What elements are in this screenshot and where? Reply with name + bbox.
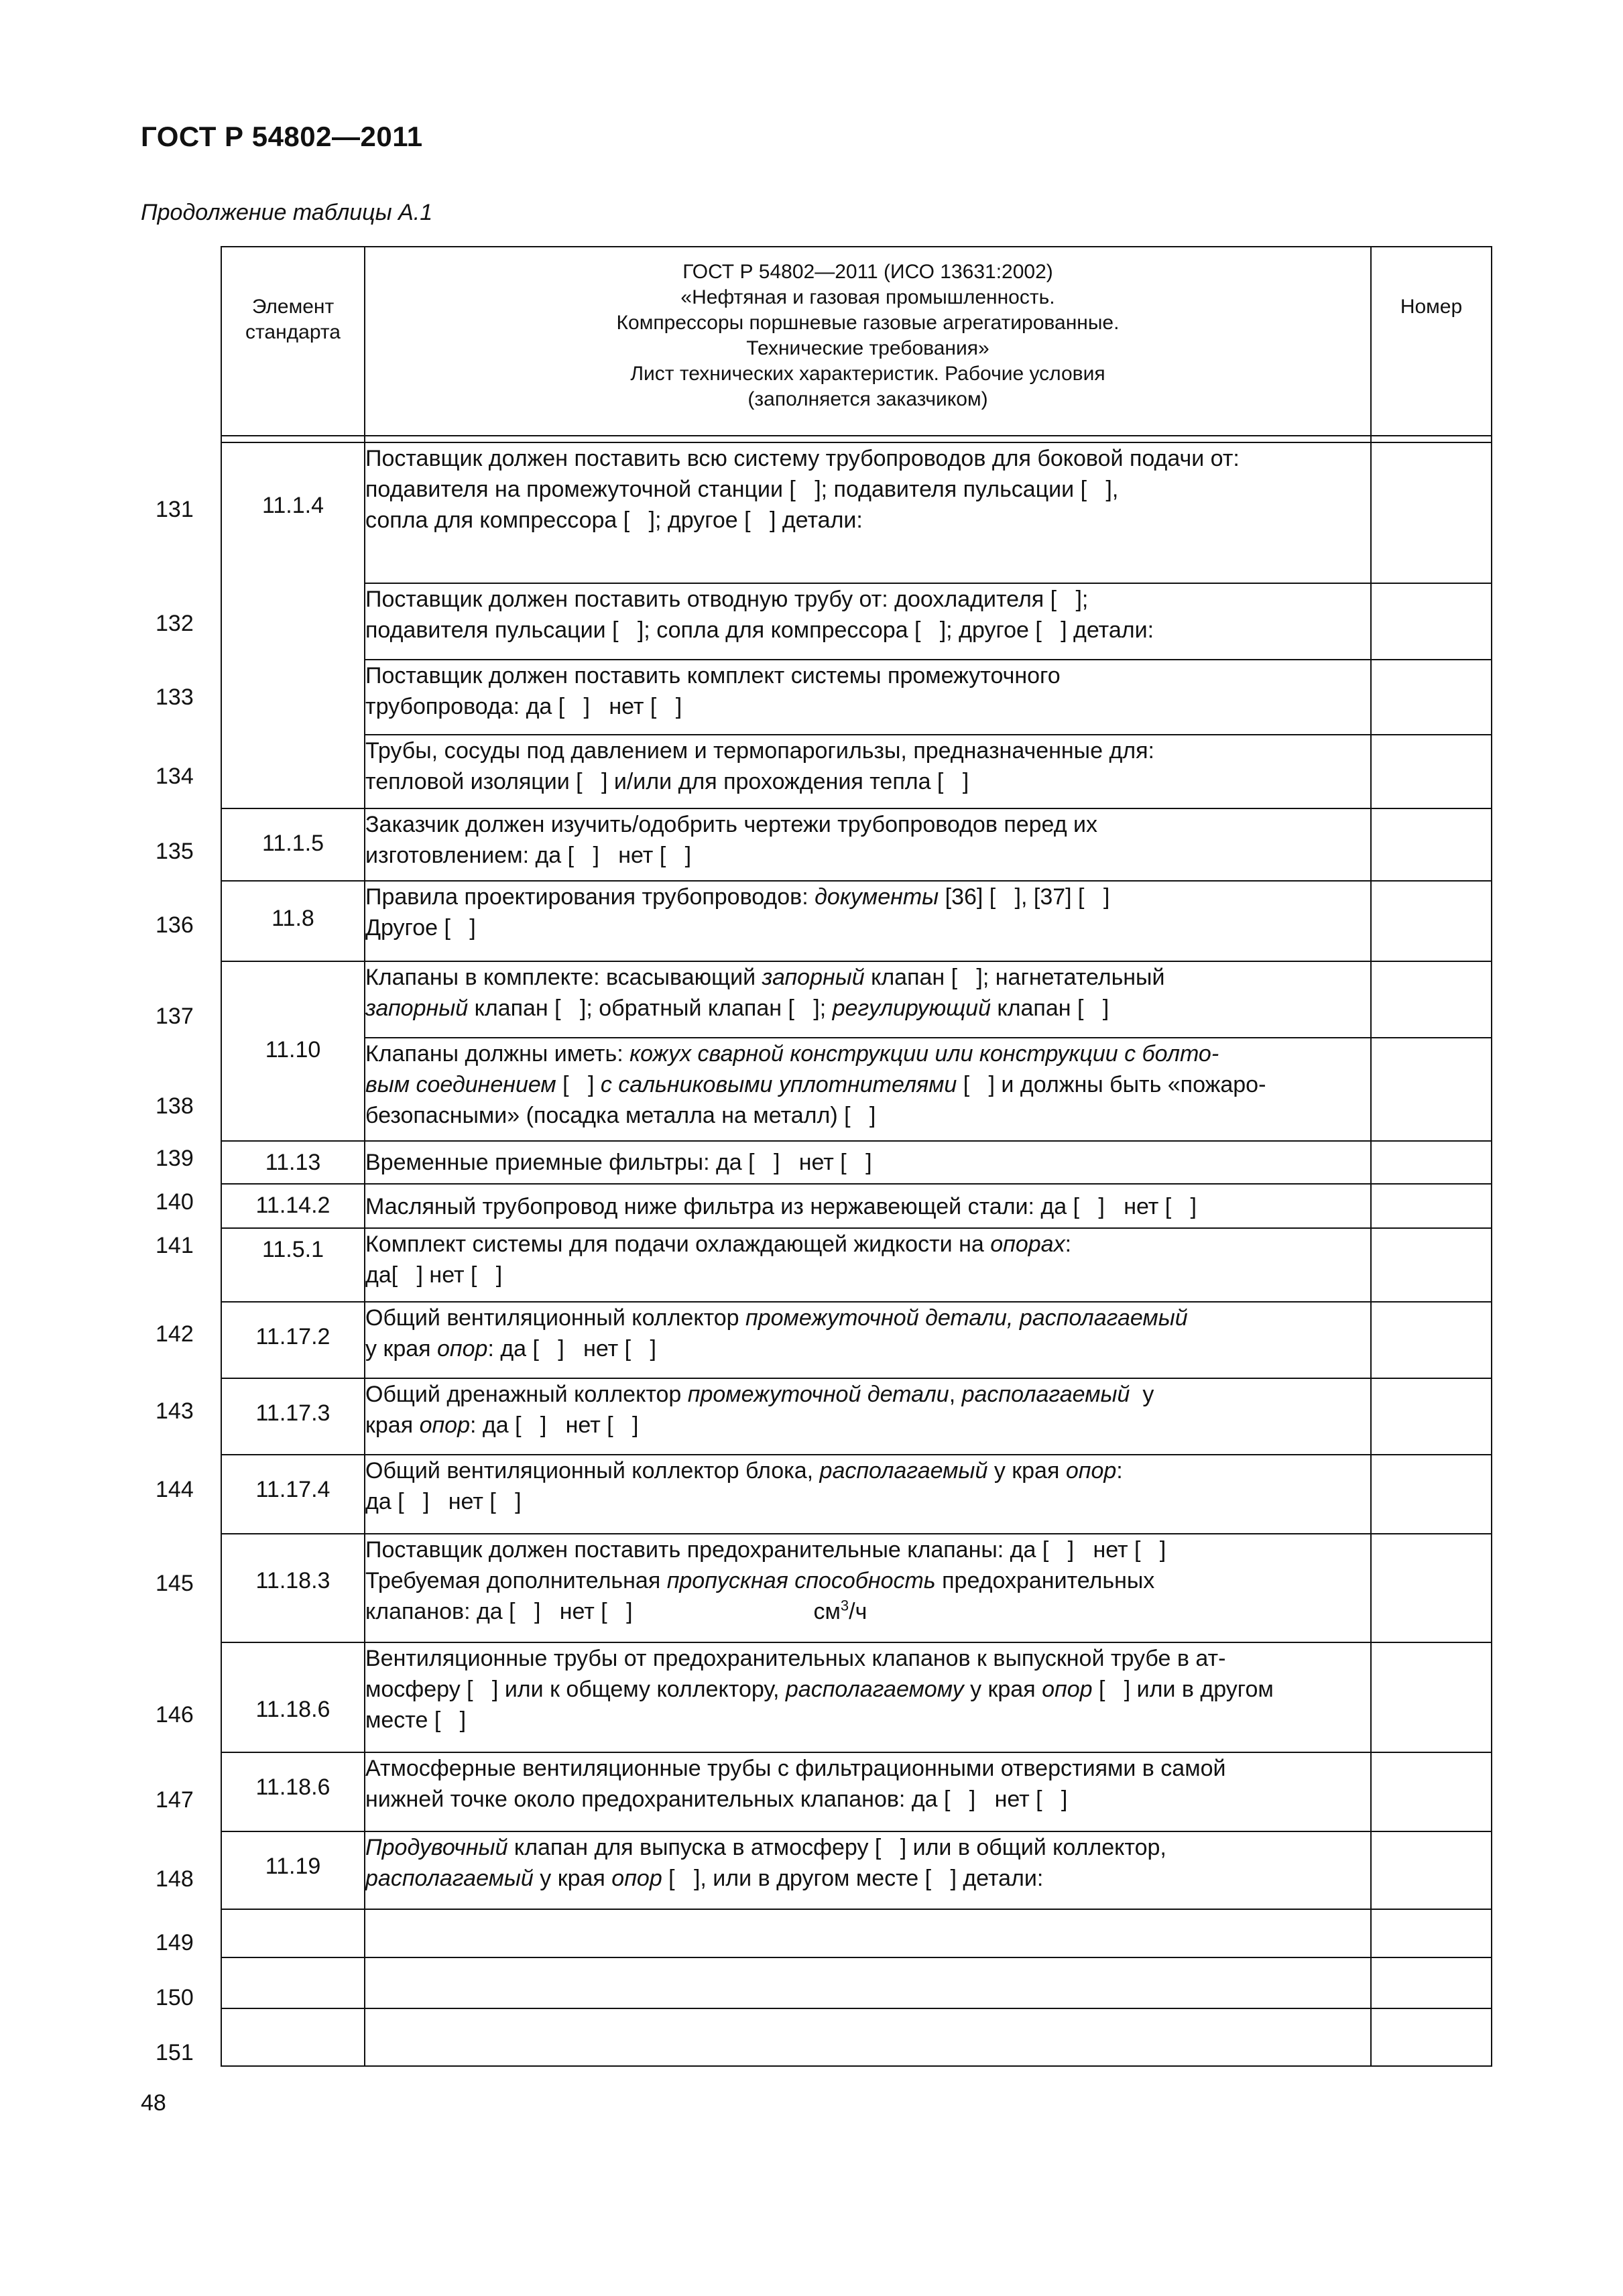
requirement-cell: Правила проектирования трубопроводов: документы [36] [ ], [37] [ ] Другое [ ] [365,881,1371,961]
table-row [221,1831,1492,1909]
number-cell[interactable] [1371,1141,1492,1184]
table-row [221,735,1492,808]
number-cell[interactable] [1371,881,1492,961]
table-row [221,583,1492,660]
table-row [221,1642,1492,1752]
specification-table [221,246,1492,2067]
number-cell[interactable] [1371,583,1492,660]
requirement-cell[interactable] [365,1909,1371,1957]
number-cell[interactable] [1371,1038,1492,1141]
row-number: 137 [156,1004,194,1029]
table-row [221,1038,1492,1141]
row-number: 132 [156,611,194,636]
row-number: 140 [156,1189,194,1215]
row-number: 142 [156,1321,194,1347]
row-number: 136 [156,912,194,938]
number-cell[interactable] [1371,1534,1492,1642]
row-number: 144 [156,1477,194,1502]
requirement-cell: Общий дренажный коллектор промежуточной детали, располагаемый у края опор: да [ ] нет [ ] [365,1378,1371,1455]
requirement-cell: Поставщик должен поставить предохранительные клапаны: да [ ] нет [ ] Требуемая дополнительная пропускная способность предохранительных клапанов: да [ ] нет [ ] $см^3/ч$ [365,1534,1371,1642]
element-cell: 11.10 [221,961,365,1141]
table-row [221,1534,1492,1642]
requirement-cell: Клапаны должны иметь: кожух сварной конструкции или конструкции с болто- вым соединением [ ] с сальниковыми уплотнителями [ ] и должны быть «пожаро- безопасными» (посадка металла на металл) [ ] [365,1038,1371,1141]
number-cell[interactable] [1371,660,1492,735]
table-row [221,1378,1492,1455]
requirement-cell: Поставщик должен поставить комплект системы промежуточного трубопровода: да [ ] нет [ ] [365,660,1371,735]
element-cell: 11.14.2 [221,1184,365,1228]
requirement-cell: Клапаны в комплекте: всасывающий запорный клапан [ ]; нагнетательный запорный клапан [ ]; обратный клапан [ ]; регулирующий клапан [ ] [365,961,1371,1038]
requirement-cell: Комплект системы для подачи охлаждающей жидкости на опорах: да[ ] нет [ ] [365,1228,1371,1302]
row-number: 131 [156,497,194,522]
requirement-cell: Поставщик должен поставить всю систему трубопроводов для боковой подачи от: подавителя на промежуточной станции [ ]; подавителя пульсации [ ], сопла для компрессора [ ]; другое [ ] детали: [365,442,1371,583]
row-number: 143 [156,1398,194,1424]
requirement-cell[interactable] [365,2008,1371,2066]
number-cell[interactable] [1371,2008,1492,2066]
row-number: 151 [156,2040,194,2065]
table-row [221,2008,1492,2066]
element-cell: 11.17.3 [221,1378,365,1455]
table-caption: Продолжение таблицы А.1 [141,200,433,225]
number-cell[interactable] [1371,1228,1492,1302]
row-number: 146 [156,1702,194,1728]
number-cell[interactable] [1371,735,1492,808]
number-cell[interactable] [1371,1378,1492,1455]
number-cell[interactable] [1371,442,1492,583]
table-row [221,1957,1492,2008]
row-number: 139 [156,1146,194,1171]
row-number: 149 [156,1930,194,1955]
requirement-cell: Временные приемные фильтры: да [ ] нет [ ] [365,1141,1371,1184]
requirement-cell: Масляный трубопровод ниже фильтра из нержавеющей стали: да [ ] нет [ ] [365,1184,1371,1228]
element-cell: 11.19 [221,1831,365,1909]
number-cell[interactable] [1371,808,1492,881]
row-number: 147 [156,1787,194,1813]
element-cell[interactable] [221,2008,365,2066]
table-row [221,961,1492,1038]
requirement-cell: Трубы, сосуды под давлением и термопарогильзы, предназначенные для: тепловой изоляции [ ] и/или для прохождения тепла [ ] [365,735,1371,808]
requirement-cell: Вентиляционные трубы от предохранительных клапанов к выпускной трубе в ат- мосферу [ ] или к общему коллектору, располагаемому у края опор [ ] или в другом месте [ ] [365,1642,1371,1752]
requirement-cell[interactable] [365,1957,1371,2008]
requirement-cell: Поставщик должен поставить отводную трубу от: доохладителя [ ]; подавителя пульсации [ ]; сопла для компрессора [ ]; другое [ ] детали: [365,583,1371,660]
table-row [221,1752,1492,1831]
number-cell[interactable] [1371,1752,1492,1831]
element-cell: 11.18.3 [221,1534,365,1642]
row-number: 145 [156,1571,194,1596]
number-cell[interactable] [1371,1957,1492,2008]
element-cell: 11.18.6 [221,1752,365,1831]
row-number: 135 [156,839,194,864]
row-numbers [0,0,221,2296]
element-cell: 11.8 [221,881,365,961]
number-cell[interactable] [1371,1909,1492,1957]
requirement-cell: Заказчик должен изучить/одобрить чертежи трубопроводов перед их изготовлением: да [ ] нет [ ] [365,808,1371,881]
number-cell[interactable] [1371,1642,1492,1752]
number-cell[interactable] [1371,1302,1492,1378]
row-number: 134 [156,764,194,789]
element-cell[interactable] [221,1957,365,2008]
number-cell[interactable] [1371,1184,1492,1228]
row-number: 133 [156,684,194,710]
document-code: ГОСТ Р 54802—2011 [141,121,423,152]
requirement-cell: Общий вентиляционный коллектор блока, располагаемый у края опор: да [ ] нет [ ] [365,1455,1371,1534]
element-cell: 11.18.6 [221,1642,365,1752]
element-cell: 11.17.2 [221,1302,365,1378]
page-number: 48 [141,2090,166,2116]
table-row [221,881,1492,961]
requirement-cell: Атмосферные вентиляционные трубы с фильтрационными отверстиями в самой нижней точке около предохранительных клапанов: да [ ] нет [ ] [365,1752,1371,1831]
table-row [221,1302,1492,1378]
table-row [221,660,1492,735]
table-row [221,1909,1492,1957]
row-number: 138 [156,1093,194,1119]
row-number: 150 [156,1985,194,2010]
table-row [221,442,1492,583]
header-number-column: Номер [1371,247,1492,436]
number-cell[interactable] [1371,1831,1492,1909]
element-cell: 11.1.4 [221,442,365,808]
element-cell[interactable] [221,1909,365,1957]
element-cell: 11.17.4 [221,1455,365,1534]
element-cell: 11.1.5 [221,808,365,881]
element-cell: 11.5.1 [221,1228,365,1302]
table-row [221,1228,1492,1302]
header-element-column: Элемент стандарта [221,247,365,436]
header-title-column: ГОСТ Р 54802—2011 (ИСО 13631:2002) «Нефтяная и газовая промышленность. Компрессоры поршневые газовые агрегатированные. Технические требования» Лист технических характеристик. Рабочие условия (заполняется заказчиком) [365,247,1371,436]
number-cell[interactable] [1371,1455,1492,1534]
row-number: 148 [156,1866,194,1892]
table-row [221,1141,1492,1184]
row-number: 141 [156,1233,194,1258]
element-cell: 11.13 [221,1141,365,1184]
requirement-cell: Продувочный клапан для выпуска в атмосферу [ ] или в общий коллектор, располагаемый у края опор [ ], или в другом месте [ ] детали: [365,1831,1371,1909]
number-cell[interactable] [1371,961,1492,1038]
requirement-cell: Общий вентиляционный коллектор промежуточной детали, располагаемый у края опор: да [ ] нет [ ] [365,1302,1371,1378]
table-row [221,1184,1492,1228]
table-row [221,808,1492,881]
table-row [221,1455,1492,1534]
